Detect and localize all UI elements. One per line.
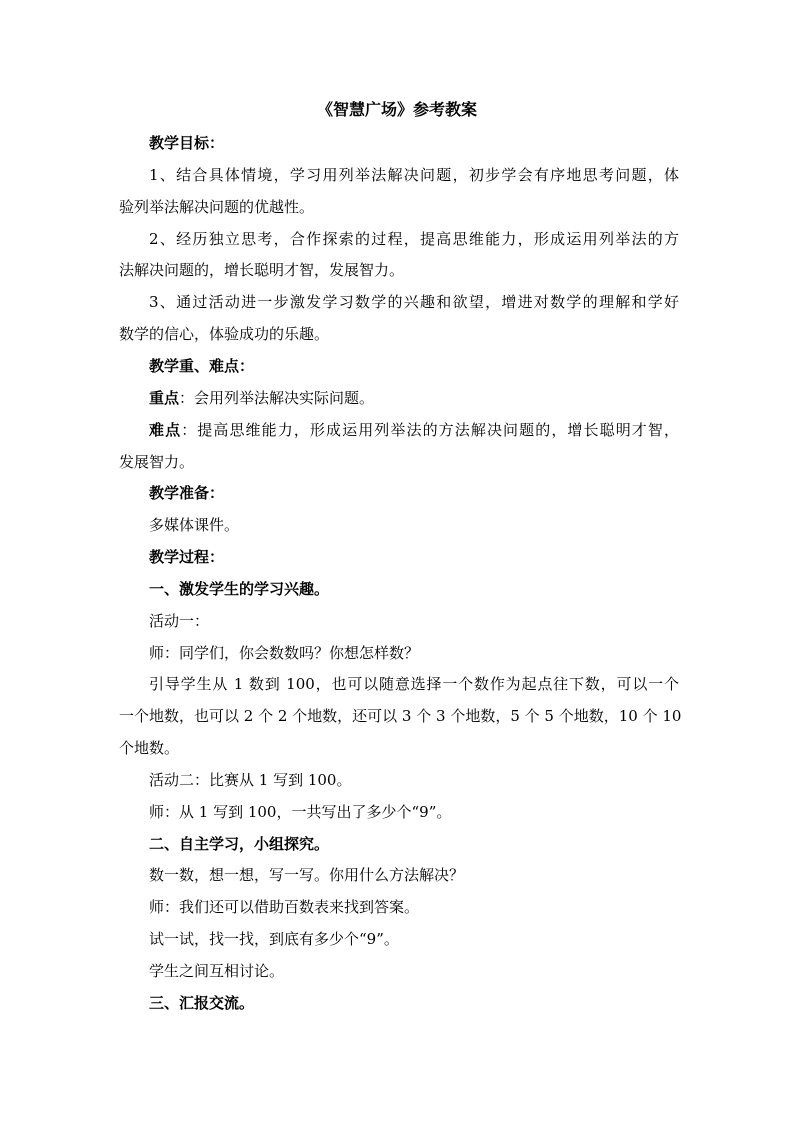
count-instruction: 数一数，想一想，写一写。你用什么方法解决？ bbox=[149, 866, 465, 884]
difficulty-text: ：提高思维能力，形成运用列举法的方法解决问题的，增长聪明才智， bbox=[181, 421, 679, 439]
teacher-question-1: 师：同学们，你会数数吗？你想怎样数？ bbox=[149, 644, 420, 662]
section-1-heading: 一、激发学生的学习兴趣。 bbox=[149, 580, 330, 598]
teacher-hint: 师：我们还可以借助百数表来找到答案。 bbox=[149, 898, 420, 916]
preparation-heading: 教学准备： bbox=[149, 484, 225, 502]
difficulty-line-1 bbox=[149, 418, 679, 442]
discussion-text: 学生之间互相讨论。 bbox=[149, 962, 285, 980]
activity-1-label: 活动一： bbox=[149, 612, 210, 630]
process-heading: 教学过程： bbox=[149, 548, 225, 566]
difficulty-line-2: 发展智力。 bbox=[119, 453, 195, 471]
section-2-heading: 二、自主学习，小组探究。 bbox=[149, 835, 330, 853]
teacher-question-2: 师：从 1 写到 100，一共写出了多少个“9”。 bbox=[149, 803, 452, 821]
guide-line-2: 一个地数，也可以 2 个 2 个地数，还可以 3 个 3 个地数，5 个 5 个地数，10 个 10 bbox=[119, 707, 682, 725]
activity-2-text: 活动二：比赛从 1 写到 100。 bbox=[149, 771, 352, 789]
key-difficulty-heading: 教学重、难点： bbox=[149, 357, 255, 375]
key-point-line bbox=[149, 386, 679, 410]
difficulty-label: 难点 bbox=[149, 421, 182, 439]
guide-line-1: 引导学生从 1 数到 100，也可以随意选择一个数作为起点往下数，可以一个 bbox=[149, 675, 679, 693]
objective-2-line-1: 2、经历独立思考，合作探索的过程，提高思维能力，形成运用列举法的方 bbox=[149, 230, 679, 248]
document-title: 《智慧广场》参考教案 bbox=[316, 100, 477, 119]
guide-line-3: 个地数。 bbox=[119, 739, 180, 757]
section-3-heading: 三、汇报交流。 bbox=[149, 994, 255, 1012]
preparation-text: 多媒体课件。 bbox=[149, 516, 240, 534]
objective-2-line-2: 法解决问题的，增长聪明才智，发展智力。 bbox=[119, 261, 405, 279]
objective-3-line-1: 3、通过活动进一步激发学习数学的兴趣和欲望，增进对数学的理解和学好 bbox=[149, 293, 679, 311]
objective-1-line-1: 1、结合具体情境，学习用列举法解决问题，初步学会有序地思考问题，体 bbox=[149, 166, 679, 184]
objective-1-line-2: 验列举法解决问题的优越性。 bbox=[119, 198, 315, 216]
try-instruction: 试一试，找一找，到底有多少个“9”。 bbox=[149, 930, 399, 948]
objectives-heading: 教学目标： bbox=[149, 134, 225, 152]
objective-3-line-2: 数学的信心，体验成功的乐趣。 bbox=[119, 325, 330, 343]
key-point-label: 重点 bbox=[149, 389, 180, 407]
key-point-text: ：会用列举法解决实际问题。 bbox=[179, 389, 375, 407]
